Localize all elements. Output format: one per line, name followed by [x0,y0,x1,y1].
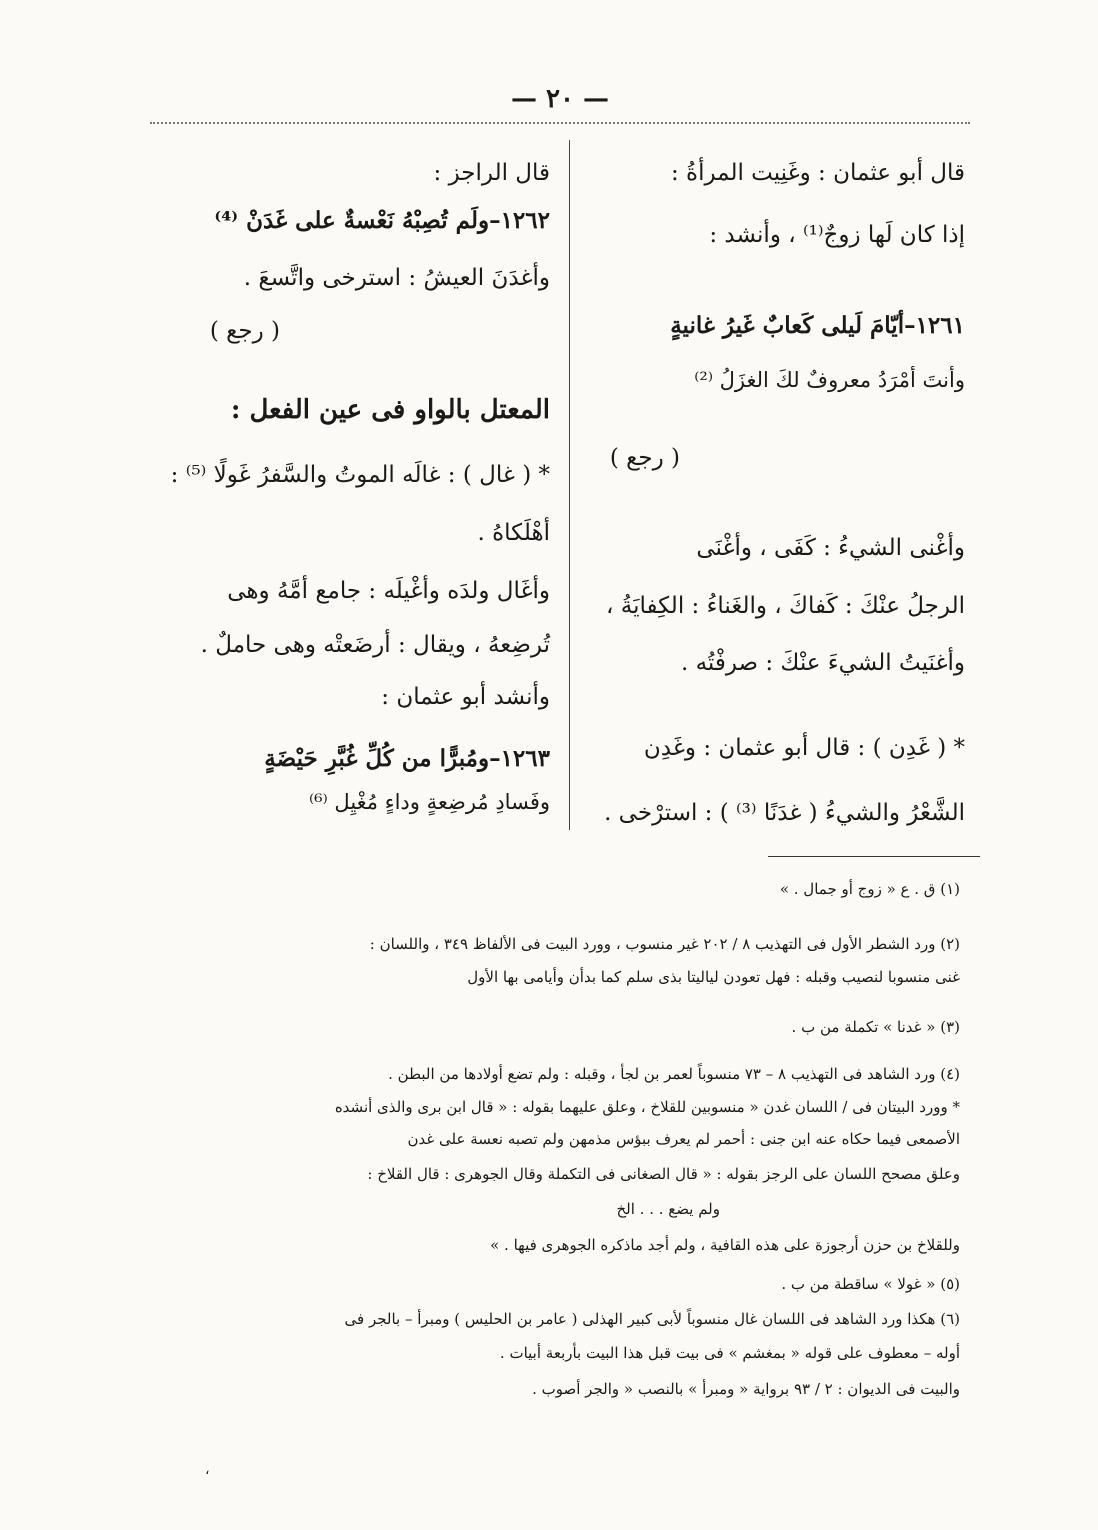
footnote-2-cont: غنى منسوبا لنصيب وقبله : فهل تعودن لياليتا بذى سلم كما بدأن وأيامى بها الأول [467,968,960,986]
footnote-5: (٥) « غولا » ساقطة من ب . [781,1275,960,1293]
left-line-1: قال الراجز : [433,160,550,186]
right-line-7: الرجلُ عنْكَ : كَفاكَ ، والغَناءُ : الكِفايَةُ ، [606,593,965,619]
entry-ghadin: * ( غَدِن ) : قال أبو عثمان : وغَدِن [643,735,965,761]
column-divider [569,140,570,830]
footnote-6-cont-1: أوله – معطوف على قوله « بمغشم » فى بيت قبل هذا البيت بأربعة أبيات . [499,1344,960,1362]
footnote-4: (٤) ورد الشاهد فى التهذيب ٨ – ٧٣ منسوباً لعمر بن لجأ ، وقبله : ولم تضع أولادها من البطن . [388,1065,960,1083]
right-line-8: وأغنَيتُ الشيءَ عنْكَ : صرفْتُه . [680,650,965,676]
footnote-6: (٦) هكذا ورد الشاهد فى اللسان غال منسوباً لأبى كبير الهذلى ( عامر بن الحليس ) ومبرأ – بالجر فى [344,1310,960,1328]
right-line-6: وأغْنى الشيءُ : كَفَى ، وأغْنَى [696,535,965,561]
header-dotted-rule [150,122,970,124]
footnote-separator [768,856,980,857]
verse-1263-first: ١٢٦٣–ومُبرًّا من كُلِّ غُبَّرِ حَيْضَةٍ [264,745,550,772]
right-line-2: إذا كان لَها زوجٌ⁽¹⁾ ، وأنشد : [709,222,965,248]
verse-1262: ١٢٦٢–ولَم تُصِبْهُ نَعْسةٌ على غَدَنْ ⁽⁴⁾ [214,207,550,234]
footnote-4-cont-3: وعلق مصحح اللسان على الرجز بقوله : « قال الصغانى فى التكملة وقال الجوهرى : قال القلاخ : [367,1165,960,1183]
footnote-4-cont-2: الأصمعى فيما حكاه عنه ابن جنى : أحمر لم يعرف ببؤس مذمهن ولم تصبه نعسة على غدن [407,1130,960,1148]
left-line-8: وأغَال ولدَه وأغْيلَه : جامع أمَّهُ وهى [227,578,550,604]
footnote-3: (٣) « غدنا » تكملة من ب . [791,1018,960,1036]
page-number: — ٢٠ — [510,84,610,114]
footnote-4-cont-5: وللقلاخ بن حزن أرجوزة على هذه القافية ، ولم أجد ماذكره الجوهرى فيها . » [490,1236,960,1254]
right-line-1: قال أبو عثمان : وغَنِيت المرأةُ : [670,160,965,186]
left-line-3: وأغدَنَ العيشُ : استرخى واتَّسعَ . [243,265,550,291]
left-line-10: وأنشد أبو عثمان : [381,684,550,710]
footnote-4-cont-4: ولم يضع . . . الخ [616,1200,720,1218]
left-return-marker: ( رجع ) [209,318,280,344]
footnote-1: (١) ق . ع « زوج أو جمال . » [779,880,960,898]
section-heading-waw: المعتل بالواو فى عين الفعل : [230,395,550,425]
verse-1261-second: وأنتَ أمْرَدُ معروفٌ لكَ الغزَلُ ⁽²⁾ [694,368,965,392]
entry-ghal: * ( غال ) : غالَه الموتُ والسَّفرُ غَولًا ⁽⁵⁾ : [170,462,550,488]
footnote-4-cont-1: * وورد البيتان فى / اللسان غدن « منسوبين للقلاخ ، وعلق عليهما بقوله : « قال ابن برى والذى أنشده [334,1098,960,1116]
right-return-marker: ( رجع ) [609,445,680,471]
left-line-7: أهْلَكاهُ . [477,520,550,546]
stray-mark: ، [205,1462,210,1478]
footnote-2: (٢) ورد الشطر الأول فى التهذيب ٨ / ٢٠٢ غير منسوب ، وورد البيت فى الألفاظ ٣٤٩ ، واللسان : [369,935,960,953]
verse-1263-second: وفَسادِ مُرضِعةٍ وداءٍ مُغْيِل ⁽⁶⁾ [309,790,550,814]
right-line-10: الشَّعْرُ والشيءُ ( غدَنًا ⁽³⁾ ) : استرْخى . [604,800,965,826]
footnote-6-cont-2: والبيت فى الديوان : ٢ / ٩٣ برواية « ومبرأ » بالنصب « والجر أصوب . [532,1380,960,1398]
left-line-9: تُرضِعهُ ، ويقال : أرضَعتْه وهى حاملٌ . [200,632,550,658]
verse-1261-first: ١٢٦١–أيّامَ لَيلى كَعابٌ غَيرُ غانيةٍ [670,312,965,339]
